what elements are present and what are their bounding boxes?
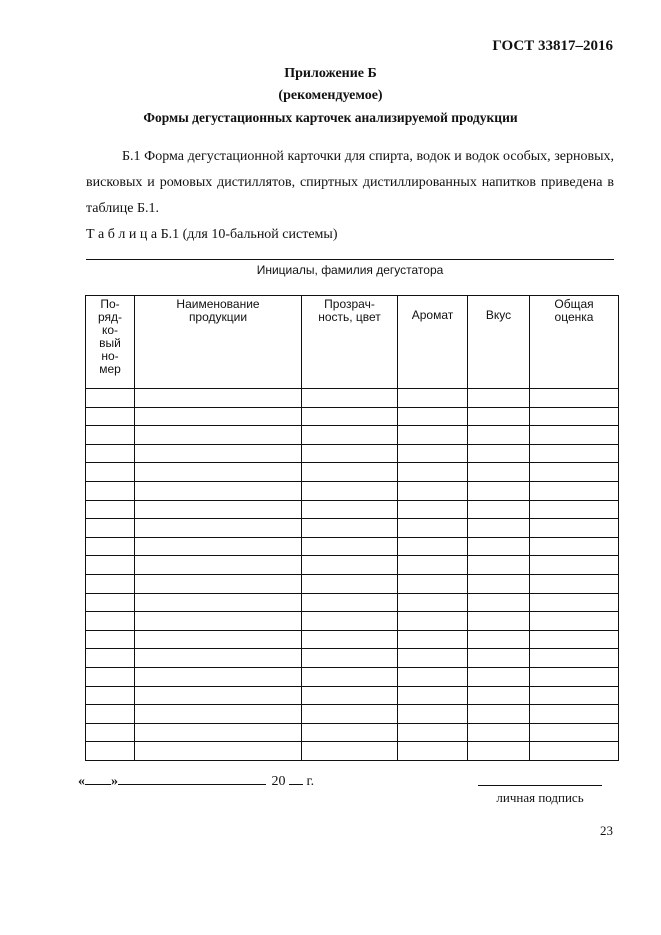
table-cell[interactable] xyxy=(530,407,619,426)
table-cell[interactable] xyxy=(530,630,619,649)
table-cell[interactable] xyxy=(302,574,398,593)
column-header-label: По- ряд- ко- вый но- мер xyxy=(97,297,123,376)
table-cell[interactable] xyxy=(530,537,619,556)
column-header-aroma xyxy=(398,296,468,389)
column-header-label: Наименование продукции xyxy=(176,297,260,324)
table-cell[interactable] xyxy=(135,556,302,575)
table-cell[interactable] xyxy=(398,444,468,463)
table-cell[interactable] xyxy=(468,723,530,742)
table-cell[interactable] xyxy=(530,705,619,724)
table-cell[interactable] xyxy=(302,537,398,556)
table-cell[interactable] xyxy=(468,705,530,724)
appendix-heading: Формы дегустационных карточек анализируемой продукции xyxy=(143,110,518,125)
table-cell[interactable] xyxy=(468,649,530,668)
table-cell[interactable] xyxy=(135,537,302,556)
table-row xyxy=(86,463,619,482)
table-cell[interactable] xyxy=(468,389,530,408)
column-header-label: Аромат xyxy=(411,308,454,322)
table-cell[interactable] xyxy=(468,742,530,761)
table-row xyxy=(86,500,619,519)
year-prefix: 20 xyxy=(271,774,286,789)
table-cell[interactable] xyxy=(302,723,398,742)
table-cell[interactable] xyxy=(135,481,302,500)
table-cell[interactable] xyxy=(468,574,530,593)
table-cell[interactable] xyxy=(86,444,135,463)
table-cell[interactable] xyxy=(398,537,468,556)
page-number: 23 xyxy=(600,823,613,838)
table-cell[interactable] xyxy=(530,463,619,482)
table-cell[interactable] xyxy=(302,426,398,445)
column-header-label: Общая оценка xyxy=(554,297,594,324)
table-cell[interactable] xyxy=(135,500,302,519)
table-row xyxy=(86,630,619,649)
table-cell[interactable] xyxy=(86,389,135,408)
table-cell[interactable] xyxy=(86,593,135,612)
table-cell[interactable] xyxy=(302,407,398,426)
table-cell[interactable] xyxy=(468,444,530,463)
table-cell[interactable] xyxy=(398,612,468,631)
table-cell[interactable] xyxy=(302,742,398,761)
column-header-label: Вкус xyxy=(485,308,512,322)
table-cell[interactable] xyxy=(398,574,468,593)
table-row xyxy=(86,667,619,686)
table-cell[interactable] xyxy=(86,426,135,445)
table-cell[interactable] xyxy=(302,649,398,668)
table-cell[interactable] xyxy=(398,742,468,761)
table-row xyxy=(86,426,619,445)
table-cell[interactable] xyxy=(530,519,619,538)
table-cell[interactable] xyxy=(86,723,135,742)
table-row xyxy=(86,481,619,500)
table-cell[interactable] xyxy=(135,667,302,686)
table-cell[interactable] xyxy=(135,444,302,463)
table-cell[interactable] xyxy=(530,444,619,463)
table-cell[interactable] xyxy=(86,667,135,686)
table-cell[interactable] xyxy=(86,686,135,705)
table-cell[interactable] xyxy=(530,556,619,575)
table-cell[interactable] xyxy=(468,426,530,445)
table-cell[interactable] xyxy=(398,519,468,538)
table-cell[interactable] xyxy=(135,742,302,761)
table-cell[interactable] xyxy=(302,444,398,463)
table-cell[interactable] xyxy=(135,649,302,668)
table-cell[interactable] xyxy=(302,389,398,408)
table-cell[interactable] xyxy=(135,389,302,408)
table-cell[interactable] xyxy=(398,407,468,426)
table-caption: Т а б л и ц а Б.1 (для 10-бальной системы) xyxy=(86,227,338,242)
table-cell[interactable] xyxy=(530,574,619,593)
table-cell[interactable] xyxy=(398,481,468,500)
table-cell[interactable] xyxy=(135,705,302,724)
table-row xyxy=(86,742,619,761)
table-cell[interactable] xyxy=(398,556,468,575)
table-cell[interactable] xyxy=(302,463,398,482)
day-blank[interactable] xyxy=(85,771,111,785)
year-blank[interactable] xyxy=(289,771,303,785)
table-cell[interactable] xyxy=(86,519,135,538)
table-row xyxy=(86,686,619,705)
table-cell[interactable] xyxy=(468,686,530,705)
table-cell[interactable] xyxy=(468,407,530,426)
table-row xyxy=(86,556,619,575)
table-cell[interactable] xyxy=(135,630,302,649)
column-header-product xyxy=(135,296,302,389)
table-cell[interactable] xyxy=(302,612,398,631)
year-suffix: г. xyxy=(306,774,315,789)
table-cell[interactable] xyxy=(86,407,135,426)
table-cell[interactable] xyxy=(135,593,302,612)
table-cell[interactable] xyxy=(86,556,135,575)
taster-name-label: Инициалы, фамилия дегустатора xyxy=(256,263,444,277)
table-cell[interactable] xyxy=(86,705,135,724)
table-cell[interactable] xyxy=(86,742,135,761)
table-row xyxy=(86,649,619,668)
taster-name-line xyxy=(86,259,614,260)
column-header-number xyxy=(86,296,135,389)
table-row xyxy=(86,537,619,556)
table-cell[interactable] xyxy=(135,407,302,426)
table-cell[interactable] xyxy=(468,556,530,575)
table-cell[interactable] xyxy=(302,686,398,705)
table-row xyxy=(86,444,619,463)
column-header-taste xyxy=(468,296,530,389)
table-cell[interactable] xyxy=(302,667,398,686)
table-cell[interactable] xyxy=(398,389,468,408)
table-row xyxy=(86,723,619,742)
document-code: ГОСТ 33817–2016 xyxy=(492,38,613,54)
table-cell[interactable] xyxy=(86,537,135,556)
table-row xyxy=(86,519,619,538)
table-row xyxy=(86,574,619,593)
column-header-clarity xyxy=(302,296,398,389)
table-cell[interactable] xyxy=(468,463,530,482)
table-header-row xyxy=(86,296,619,389)
table-cell[interactable] xyxy=(530,426,619,445)
table-cell[interactable] xyxy=(398,463,468,482)
table-cell[interactable] xyxy=(398,593,468,612)
appendix-title: Приложение Б xyxy=(284,66,377,81)
appendix-subtitle: (рекомендуемое) xyxy=(278,88,383,103)
table-row xyxy=(86,593,619,612)
table-cell[interactable] xyxy=(468,612,530,631)
table-cell[interactable] xyxy=(530,500,619,519)
table-row xyxy=(86,407,619,426)
table-cell[interactable] xyxy=(135,723,302,742)
table-cell[interactable] xyxy=(135,519,302,538)
table-cell[interactable] xyxy=(468,519,530,538)
body-paragraph: Б.1 Форма дегустационной карточки для спирта, водок и водок особых, зерновых, висковых и ромовых дистиллятов, спиртных дистиллированных напитков приведена в таблице Б.1. xyxy=(86,149,614,216)
table-cell[interactable] xyxy=(398,686,468,705)
date-field xyxy=(78,771,314,790)
column-header-label: Прозрач- ность, цвет xyxy=(318,297,381,324)
table-cell[interactable] xyxy=(135,426,302,445)
signature-line[interactable] xyxy=(478,785,602,786)
table-cell[interactable] xyxy=(530,723,619,742)
column-header-total-score xyxy=(530,296,619,389)
table-cell[interactable] xyxy=(468,630,530,649)
table-cell[interactable] xyxy=(398,630,468,649)
table-cell[interactable] xyxy=(468,593,530,612)
table-cell[interactable] xyxy=(398,649,468,668)
table-cell[interactable] xyxy=(468,481,530,500)
table-cell[interactable] xyxy=(468,667,530,686)
table-cell[interactable] xyxy=(86,500,135,519)
table-row xyxy=(86,389,619,408)
table-cell[interactable] xyxy=(530,686,619,705)
table-cell[interactable] xyxy=(530,742,619,761)
table-cell[interactable] xyxy=(86,649,135,668)
quote-close: » xyxy=(111,774,118,789)
table-cell[interactable] xyxy=(135,463,302,482)
table-cell[interactable] xyxy=(302,519,398,538)
table-cell[interactable] xyxy=(530,593,619,612)
tasting-card-table xyxy=(85,295,619,761)
table-body xyxy=(86,389,619,761)
table-cell[interactable] xyxy=(398,723,468,742)
table-cell[interactable] xyxy=(468,500,530,519)
table-cell[interactable] xyxy=(86,630,135,649)
table-cell[interactable] xyxy=(302,500,398,519)
table-cell[interactable] xyxy=(135,612,302,631)
month-blank[interactable] xyxy=(118,771,266,785)
signature-label: личная подпись xyxy=(496,790,584,805)
table-cell[interactable] xyxy=(86,481,135,500)
table-cell[interactable] xyxy=(398,705,468,724)
table-cell[interactable] xyxy=(86,574,135,593)
table-cell[interactable] xyxy=(530,649,619,668)
table-cell[interactable] xyxy=(530,612,619,631)
table-cell[interactable] xyxy=(530,667,619,686)
table-cell[interactable] xyxy=(302,593,398,612)
table-cell[interactable] xyxy=(302,556,398,575)
table-cell[interactable] xyxy=(86,612,135,631)
table-cell[interactable] xyxy=(135,686,302,705)
table-row xyxy=(86,612,619,631)
table-cell[interactable] xyxy=(135,574,302,593)
table-cell[interactable] xyxy=(302,630,398,649)
table-cell[interactable] xyxy=(530,389,619,408)
table-cell[interactable] xyxy=(398,426,468,445)
table-cell[interactable] xyxy=(530,481,619,500)
table-cell[interactable] xyxy=(86,463,135,482)
quote-open: « xyxy=(78,774,85,789)
table-cell[interactable] xyxy=(302,705,398,724)
table-cell[interactable] xyxy=(398,667,468,686)
table-cell[interactable] xyxy=(468,537,530,556)
table-cell[interactable] xyxy=(302,481,398,500)
table-cell[interactable] xyxy=(398,500,468,519)
table-row xyxy=(86,705,619,724)
